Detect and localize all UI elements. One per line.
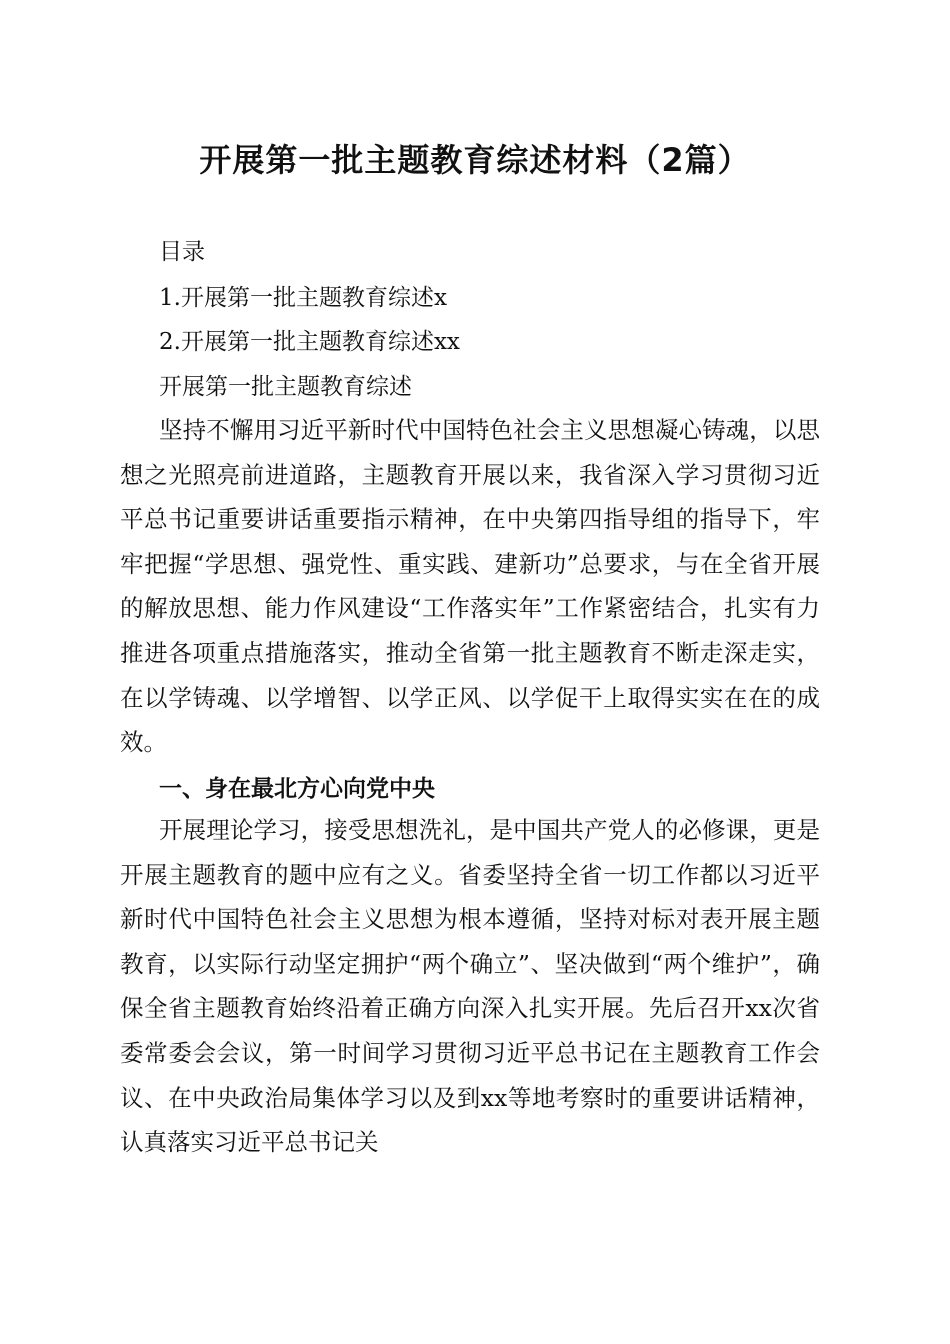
document-title: 开展第一批主题教育综述材料（2篇） <box>199 141 751 179</box>
toc-item-1: 1.开展第一批主题教育综述x <box>159 285 447 311</box>
toc-heading: 目录 <box>159 239 205 265</box>
section-heading: 一、身在最北方心向党中央 <box>159 776 435 802</box>
section-paragraph: 开展理论学习，接受思想洗礼，是中国共产党人的必修课，更是开展主题教育的题中应有之义。省委坚持全省一切工作都以习近平新时代中国特色社会主义思想为根本遵循，坚持对标对表开展主题教育，以实际行动坚定拥护“两个确立”、坚决做到“两个维护”，确保全省主题教育始终沿着正确方向深入扎实开展。先后召开xx次省委常委会会议，第一时间学习贯彻习近平总书记在主题教育工作会议、在中央政治局集体学习以及到xx等地考察时的重要讲话精神，认真落实习近平总书记关 <box>120 816 820 1157</box>
article-title: 开展第一批主题教育综述 <box>159 374 412 400</box>
toc-item-2: 2.开展第一批主题教育综述xx <box>159 329 460 355</box>
intro-paragraph: 坚持不懈用习近平新时代中国特色社会主义思想凝心铸魂，以思想之光照亮前进道路，主题教育开展以来，我省深入学习贯彻习近平总书记重要讲话重要指示精神，在中央第四指导组的指导下，牢牢把握“学思想、强党性、重实践、建新功”总要求，与在全省开展的解放思想、能力作风建设“工作落实年”工作紧密结合，扎实有力推进各项重点措施落实，推动全省第一批主题教育不断走深走实，在以学铸魂、以学增智、以学正风、以学促干上取得实实在在的成效。 <box>120 416 820 757</box>
